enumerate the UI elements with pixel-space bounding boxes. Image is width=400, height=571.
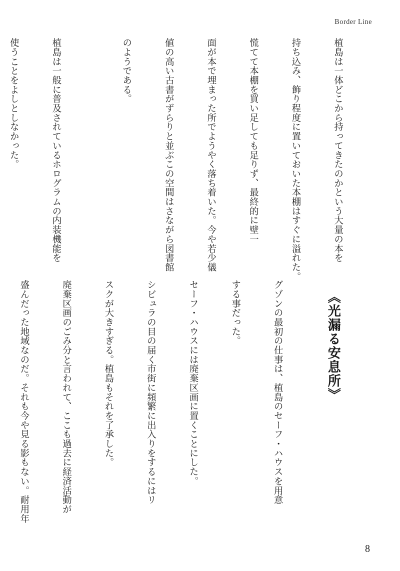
text-line: 植島は一体どこから持ってきたのかという大量の本を [331,38,343,263]
text-line: する事だった。 [229,280,241,346]
text-line: グゾンの最初の仕事は、植島のセーフ・ハウスを用意 [271,280,283,505]
text-line: 慌てて本棚を買い足しても足りず、最終的に壁一 [247,38,259,244]
section-heading: 《光漏る安息所》 [324,290,340,402]
text-line: 盛んだった地域なのだ。それも今や見る影もない。耐用年 [17,280,29,524]
text-block-lower [0,280,372,538]
page-number: 8 [365,544,370,555]
text-block-upper [0,38,372,282]
text-line: のようである。 [120,38,132,104]
text-line: 植島は一般に普及されているホログラムの内装機能を [49,38,61,263]
text-line: セーフ・ハウスには廃棄区画に置くことにした。 [187,280,199,486]
text-line: 値の高い古書がずらりと並ぶこの空間はさながら図書館 [162,38,174,272]
text-line: 面が本で埋まった所でようやく落ち着いた。今や若少儀 [204,38,216,272]
running-header: Border Line [334,18,372,26]
text-line: シビュラの目の届く市街に頻繁に出入りをするにはリ [144,280,156,505]
text-line: スクが大きすぎる。植島もそれを了承した。 [102,280,114,467]
text-line: 持ち込み、飾り程度に置いておいた本棚はすぐに溢れた。 [289,38,301,282]
text-line: 使うことをよしとしなかった。 [7,38,19,169]
text-line: 廃棄区画のごみ分と言われて、ここも過去に経済活動が [60,280,72,514]
